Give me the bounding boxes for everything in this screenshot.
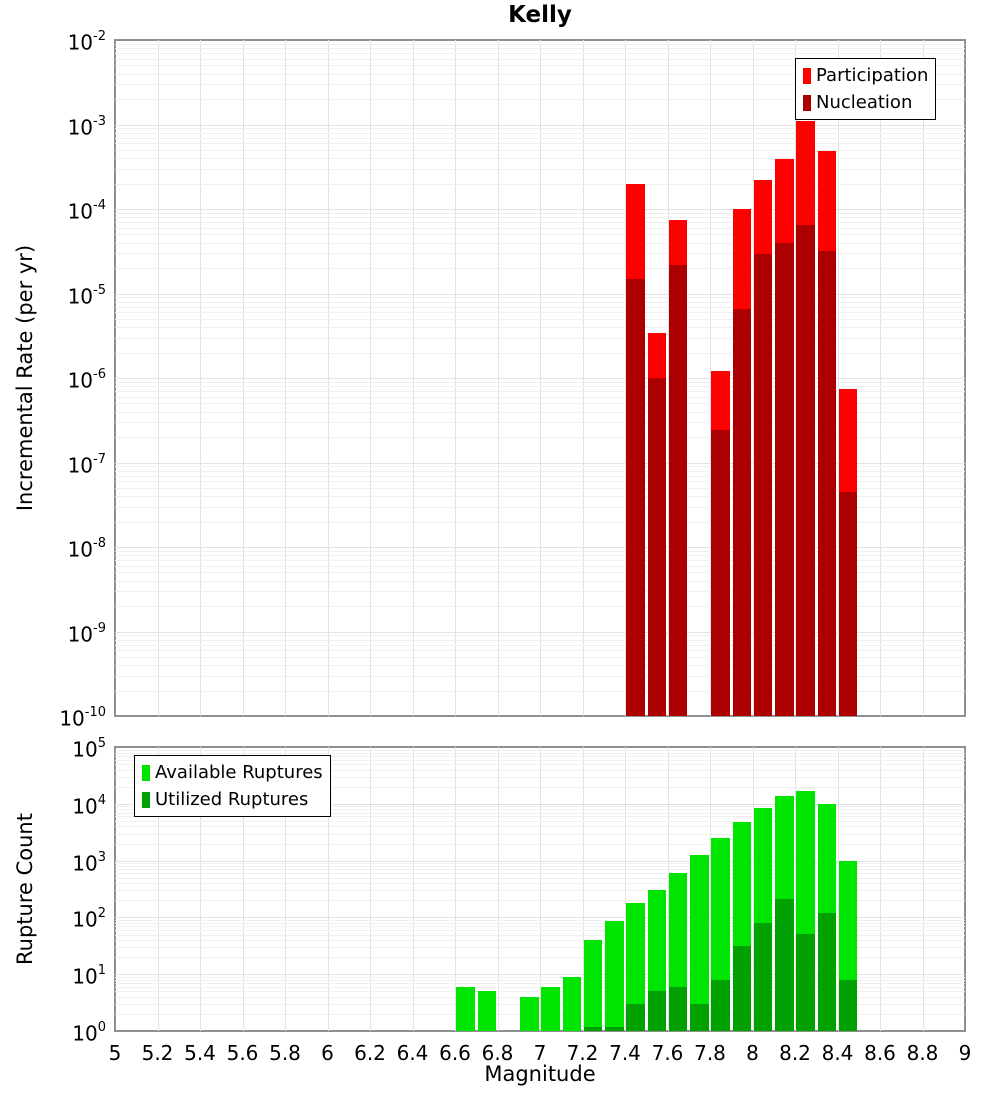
x-tick-label: 8 — [746, 1041, 759, 1065]
minor-gridline — [115, 750, 965, 751]
x-tick-label: 9 — [958, 1041, 972, 1065]
minor-gridline — [115, 382, 965, 383]
minor-gridline — [115, 471, 965, 472]
major-gridline — [115, 463, 965, 464]
minor-gridline — [115, 555, 965, 556]
legend-item-utilized-ruptures — [142, 786, 323, 813]
y-tick-label: $10^2$ — [72, 906, 106, 933]
minor-gridline — [115, 591, 965, 592]
bar-available-ruptures-7.1 — [563, 977, 582, 1031]
minor-gridline — [115, 957, 965, 958]
y-tick-label: $10^{-5}$ — [67, 282, 106, 309]
minor-gridline — [115, 983, 965, 984]
x-tick-label: 5.6 — [226, 1041, 259, 1065]
minor-gridline — [115, 319, 965, 320]
bar-utilized-ruptures-7.6 — [669, 987, 688, 1031]
minor-gridline — [115, 302, 965, 303]
bar-nucleation-8.1 — [775, 243, 794, 716]
x-tick-label: 5.2 — [141, 1041, 174, 1065]
y-tick-label: $10^{-8}$ — [67, 536, 106, 562]
major-gridline — [115, 861, 965, 862]
minor-gridline — [115, 650, 965, 651]
major-gridline — [115, 294, 965, 295]
minor-gridline — [115, 158, 965, 159]
bar-available-ruptures-7.2 — [584, 940, 603, 1031]
y-tick-label: $10^1$ — [72, 963, 106, 989]
minor-gridline — [115, 422, 965, 423]
minor-gridline — [115, 645, 965, 646]
bar-nucleation-7.9 — [733, 309, 752, 716]
minor-gridline — [115, 883, 965, 884]
vertical-gridline — [370, 747, 371, 1031]
x-tick-label: 6.6 — [439, 1041, 471, 1065]
rate-legend — [795, 58, 936, 120]
bar-available-ruptures-7.3 — [605, 921, 624, 1031]
minor-gridline — [115, 222, 965, 223]
top-plot-area — [115, 40, 965, 716]
minor-gridline — [115, 834, 965, 835]
minor-gridline — [115, 297, 965, 298]
x-tick-label: 7.8 — [694, 1041, 726, 1065]
minor-gridline — [115, 338, 965, 339]
major-gridline — [115, 209, 965, 210]
minor-gridline — [115, 353, 965, 354]
x-tick-label: 8.6 — [864, 1041, 896, 1065]
bar-available-ruptures-7.0 — [541, 987, 560, 1031]
bar-utilized-ruptures-8.4 — [839, 980, 858, 1031]
minor-gridline — [115, 826, 965, 827]
available-ruptures-label: Available Ruptures — [155, 762, 323, 783]
bar-utilized-ruptures-7.7 — [690, 1004, 709, 1031]
minor-gridline — [115, 869, 965, 870]
bar-utilized-ruptures-7.5 — [648, 991, 667, 1031]
minor-gridline — [115, 268, 965, 269]
x-tick-label: 5.4 — [184, 1041, 216, 1065]
minor-gridline — [115, 138, 965, 139]
minor-gridline — [115, 635, 965, 636]
major-gridline — [115, 974, 965, 975]
x-tick-label: 5.8 — [269, 1041, 301, 1065]
x-tick-label: 8.2 — [779, 1041, 811, 1065]
minor-gridline — [115, 940, 965, 941]
y-tick-label: $10^4$ — [72, 792, 106, 819]
x-tick-label: 5 — [108, 1041, 122, 1065]
y-tick-label: $10^3$ — [72, 849, 106, 876]
minor-gridline — [115, 234, 965, 235]
bar-utilized-ruptures-7.8 — [711, 980, 730, 1031]
participation-swatch-icon — [803, 68, 811, 84]
minor-gridline — [115, 566, 965, 567]
minor-gridline — [115, 581, 965, 582]
minor-gridline — [115, 1014, 965, 1015]
minor-gridline — [115, 606, 965, 607]
bar-available-ruptures-6.6 — [456, 987, 475, 1031]
bar-nucleation-8.3 — [818, 251, 837, 716]
minor-gridline — [115, 980, 965, 981]
minor-gridline — [115, 466, 965, 467]
chart-title: Kelly — [508, 2, 572, 28]
minor-gridline — [115, 991, 965, 992]
bar-nucleation-8.4 — [839, 492, 858, 716]
minor-gridline — [115, 890, 965, 891]
minor-gridline — [115, 184, 965, 185]
minor-gridline — [115, 920, 965, 921]
minor-gridline — [115, 496, 965, 497]
minor-gridline — [115, 488, 965, 489]
minor-gridline — [115, 391, 965, 392]
bar-nucleation-8.2 — [796, 225, 815, 716]
bar-utilized-ruptures-7.9 — [733, 946, 752, 1032]
minor-gridline — [115, 1004, 965, 1005]
minor-gridline — [115, 923, 965, 924]
minor-gridline — [115, 676, 965, 677]
major-gridline — [115, 917, 965, 918]
bar-nucleation-7.5 — [648, 378, 667, 716]
bar-utilized-ruptures-7.3 — [605, 1027, 624, 1031]
major-gridline — [115, 125, 965, 126]
bar-utilized-ruptures-8.2 — [796, 934, 815, 1032]
bar-utilized-ruptures-8.0 — [754, 923, 773, 1031]
minor-gridline — [115, 522, 965, 523]
major-gridline — [115, 378, 965, 379]
minor-gridline — [115, 397, 965, 398]
minor-gridline — [115, 133, 965, 134]
y-tick-label: $10^{-7}$ — [67, 451, 106, 478]
minor-gridline — [115, 560, 965, 561]
minor-gridline — [115, 327, 965, 328]
minor-gridline — [115, 403, 965, 404]
minor-gridline — [115, 821, 965, 822]
minor-gridline — [115, 997, 965, 998]
minor-gridline — [115, 572, 965, 573]
bar-nucleation-7.8 — [711, 430, 730, 716]
minor-gridline — [115, 312, 965, 313]
minor-gridline — [115, 863, 965, 864]
x-tick-label: 7 — [533, 1041, 547, 1065]
x-axis-label: Magnitude — [484, 1062, 596, 1086]
minor-gridline — [115, 307, 965, 308]
vertical-gridline — [880, 747, 881, 1031]
available-ruptures-swatch-icon — [142, 765, 150, 781]
bar-utilized-ruptures-8.3 — [818, 913, 837, 1031]
minor-gridline — [115, 507, 965, 508]
minor-gridline — [115, 691, 965, 692]
legend-item-participation — [803, 62, 928, 89]
minor-gridline — [115, 213, 965, 214]
bar-utilized-ruptures-7.4 — [626, 1004, 645, 1031]
minor-gridline — [115, 217, 965, 218]
x-tick-label: 8.8 — [906, 1041, 939, 1065]
minor-gridline — [115, 169, 965, 170]
minor-gridline — [115, 53, 965, 54]
top-y-axis-label: Incremental Rate (per yr) — [13, 244, 37, 512]
y-tick-label: $10^{-3}$ — [67, 113, 106, 140]
x-tick-label: 8.4 — [821, 1041, 854, 1065]
minor-gridline — [115, 44, 965, 45]
minor-gridline — [115, 128, 965, 129]
bottom-y-axis-label: Rupture Count — [13, 813, 37, 965]
rupture-legend — [134, 755, 331, 817]
y-tick-label: $10^{-6}$ — [67, 367, 106, 393]
minor-gridline — [115, 935, 965, 936]
minor-gridline — [115, 551, 965, 552]
minor-gridline — [115, 900, 965, 901]
minor-gridline — [115, 947, 965, 948]
minor-gridline — [115, 48, 965, 49]
utilized-ruptures-label: Utilized Ruptures — [155, 789, 309, 810]
minor-gridline — [115, 150, 965, 151]
y-tick-label: $10^{-10}$ — [59, 705, 106, 731]
vertical-gridline — [923, 747, 924, 1031]
minor-gridline — [115, 228, 965, 229]
major-gridline — [115, 632, 965, 633]
bar-available-ruptures-6.7 — [478, 991, 497, 1031]
minor-gridline — [115, 412, 965, 413]
minor-gridline — [115, 253, 965, 254]
nucleation-label: Nucleation — [816, 92, 913, 113]
major-gridline — [115, 547, 965, 548]
nucleation-swatch-icon — [803, 95, 811, 111]
minor-gridline — [115, 657, 965, 658]
minor-gridline — [115, 930, 965, 931]
minor-gridline — [115, 987, 965, 988]
y-tick-label: $10^{-2}$ — [67, 29, 106, 55]
vertical-gridline — [498, 747, 499, 1031]
bar-utilized-ruptures-8.1 — [775, 899, 794, 1031]
legend-item-available-ruptures — [142, 759, 323, 786]
minor-gridline — [115, 143, 965, 144]
y-tick-label: $10^{-4}$ — [67, 198, 106, 224]
bar-nucleation-7.6 — [669, 265, 688, 716]
bar-nucleation-8.0 — [754, 254, 773, 716]
bar-available-ruptures-6.9 — [520, 997, 539, 1031]
y-tick-label: $10^{-9}$ — [67, 620, 106, 647]
x-tick-label: 6.8 — [481, 1041, 514, 1065]
minor-gridline — [115, 476, 965, 477]
minor-gridline — [115, 386, 965, 387]
minor-gridline — [115, 878, 965, 879]
bar-nucleation-7.4 — [626, 279, 645, 716]
vertical-gridline — [413, 747, 414, 1031]
y-tick-label: $10^5$ — [72, 736, 106, 762]
x-tick-label: 6.4 — [396, 1041, 429, 1065]
legend-item-nucleation — [803, 89, 928, 116]
minor-gridline — [115, 753, 965, 754]
minor-gridline — [115, 437, 965, 438]
minor-gridline — [115, 873, 965, 874]
minor-gridline — [115, 640, 965, 641]
bar-utilized-ruptures-7.2 — [584, 1027, 603, 1031]
minor-gridline — [115, 481, 965, 482]
minor-gridline — [115, 243, 965, 244]
minor-gridline — [115, 844, 965, 845]
participation-label: Participation — [816, 65, 929, 86]
x-tick-label: 6 — [321, 1041, 334, 1065]
minor-gridline — [115, 866, 965, 867]
utilized-ruptures-swatch-icon — [142, 792, 150, 808]
minor-gridline — [115, 977, 965, 978]
y-tick-label: $10^0$ — [72, 1020, 106, 1046]
x-tick-label: 7.2 — [566, 1041, 599, 1065]
minor-gridline — [115, 926, 965, 927]
minor-gridline — [115, 665, 965, 666]
x-tick-label: 7.4 — [609, 1041, 641, 1065]
x-tick-label: 7.6 — [651, 1041, 684, 1065]
x-tick-label: 6.2 — [354, 1041, 386, 1065]
